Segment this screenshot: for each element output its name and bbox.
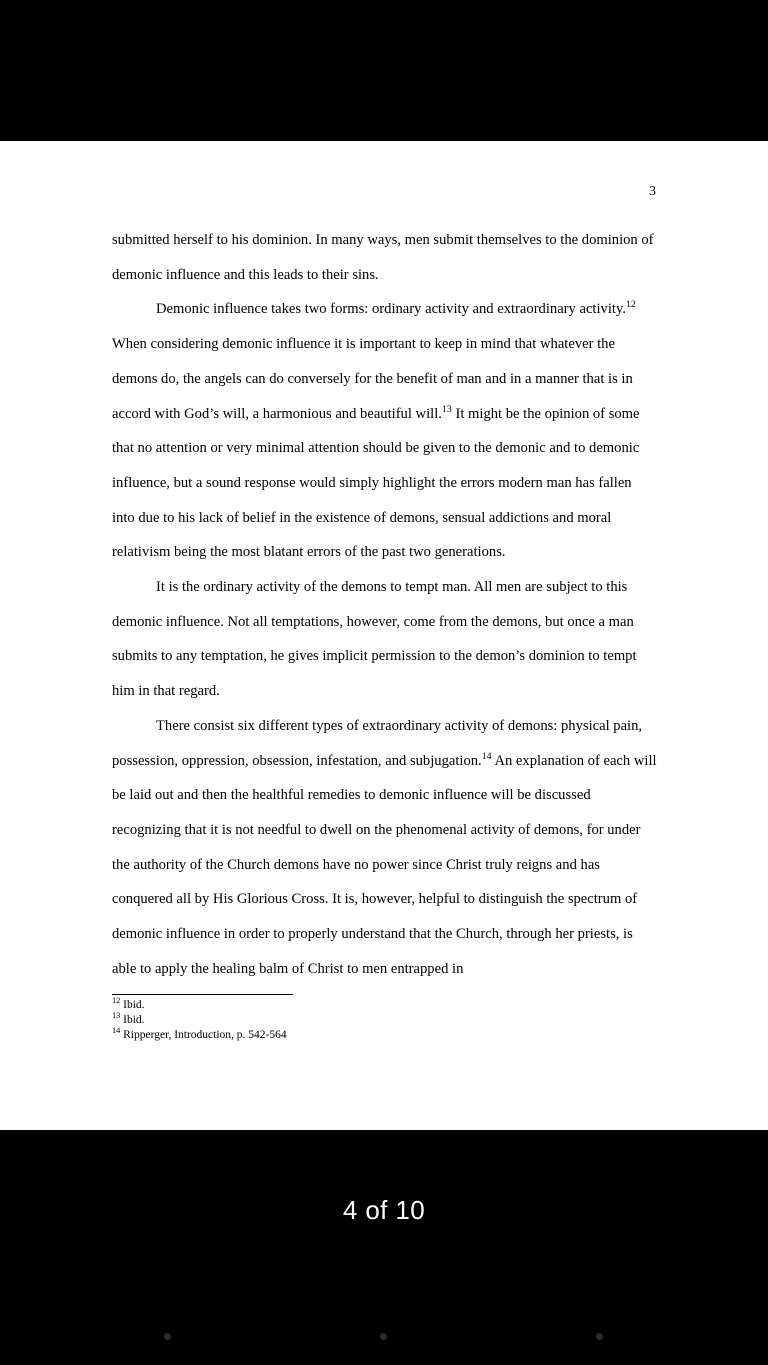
footnote-marker: 12 [112,996,121,1006]
page-number: 3 [649,184,656,199]
paragraph: Demonic influence takes two forms: ordinary activity and extraordinary activity.$^{12}$ When considering demonic influence it is important to keep in mind that whatever the demons do, the angels can do conversely for the benefit of man and in a manner that is in accord with God’s will, a harmonious and beautiful will.$^{13}$ It might be the opinion of some that no attention or very minimal attention should be given to the demonic and to demonic influence, but a sound response would simply highlight the errors modern man has fallen into due to his lack of belief in the existence of demons, sensual addictions and moral relativism being the most blatant errors of the past two generations. [112,299,640,561]
footnote-separator [112,994,293,995]
document-body [112,223,657,986]
footnote-reference[interactable]: 12 [625,299,636,311]
paragraph: It is the ordinary activity of the demons to tempt man. All men are subject to this demonic influence. Not all temptations, however, come from the demons, but once a man submits to any temptation, he gives implicit permission to the demon’s dominion to tempt him in that regard. [112,579,637,700]
footnote-reference[interactable]: 14 [481,750,492,762]
back-nav-icon[interactable] [164,1333,171,1340]
paragraph: submitted herself to his dominion. In many ways, men submit themselves to the dominion of demonic influence and this leads to their sins. [112,232,654,283]
document-page[interactable] [0,141,768,1130]
page-indicator: 4 of 10 [342,1195,426,1225]
footnote-item: $^{14}$ Ripperger, Introduction, p. 542-564 [112,1025,287,1041]
footnote-marker: 14 [112,1025,121,1035]
footnote-item: $^{12}$ Ibid. [112,996,145,1011]
home-nav-icon[interactable] [380,1333,387,1340]
recent-apps-nav-icon[interactable] [596,1333,603,1340]
footnote-list [112,998,612,1042]
letterbox-top [0,0,768,141]
footnote-item: $^{13}$ Ibid. [112,1010,145,1026]
footnote-marker: 13 [112,1010,121,1020]
footnote-reference[interactable]: 13 [441,403,452,415]
letterbox-bottom [0,1130,768,1365]
paragraph: There consist six different types of extraordinary activity of demons: physical pain, possession, oppression, obsession, infestation, and subjugation.$^{14}$ An explanation of each will be laid out and then the healthful remedies to demonic influence will be discussed recognizing that it is not needful to dwell on the phenomenal activity of demons, for under the authority of the Church demons have no power since Christ truly reigns and has conquered all by His Glorious Cross. It is, however, helpful to distinguish the spectrum of demonic influence in order to properly understand that the Church, through her priests, is able to apply the healing balm of Christ to men entrapped in [112,717,657,977]
system-navigation-bar[interactable] [0,1309,768,1365]
